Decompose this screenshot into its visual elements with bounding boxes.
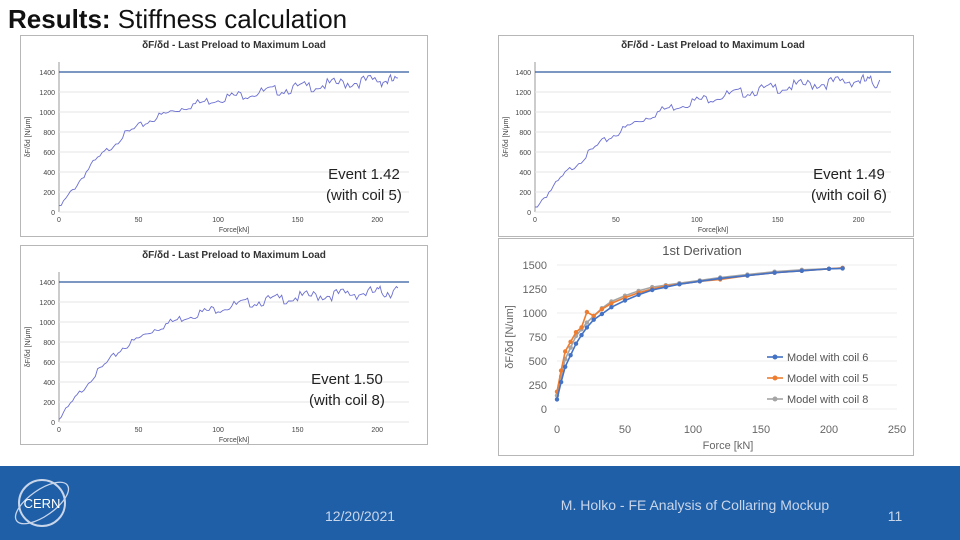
data-point	[563, 365, 567, 369]
data-point	[585, 325, 589, 329]
data-point	[609, 301, 613, 305]
x-tick-label: 0	[533, 217, 537, 224]
chart-title: δF/δd - Last Preload to Maximum Load	[142, 250, 326, 261]
data-point	[585, 320, 589, 324]
data-point	[574, 342, 578, 346]
y-tick-label: 750	[528, 332, 547, 344]
x-tick-label: 200	[371, 427, 384, 434]
x-tick-label: 200	[819, 424, 839, 436]
data-point	[636, 293, 640, 297]
legend-label: Model with coil 8	[787, 394, 869, 406]
y-tick-label: 0	[527, 210, 531, 217]
legend-swatch-marker	[773, 355, 778, 360]
y-tick-label: 1000	[515, 110, 531, 117]
chart-event-149	[499, 36, 915, 238]
y-axis-label: δF/δd [N/μm]	[25, 326, 32, 368]
y-tick-label: 500	[528, 356, 547, 368]
x-tick-label: 100	[683, 424, 703, 436]
y-tick-label: 1400	[515, 70, 531, 77]
x-tick-label: 0	[553, 424, 561, 436]
y-tick-label: 200	[519, 190, 531, 197]
data-point	[559, 380, 563, 384]
title-rest: Stiffness calculation	[110, 4, 348, 34]
x-tick-label: 50	[612, 217, 620, 224]
y-tick-label: 400	[519, 170, 531, 177]
y-tick-label: 1000	[39, 110, 55, 117]
data-point	[585, 310, 589, 314]
y-tick-label: 1200	[515, 90, 531, 97]
data-point	[609, 305, 613, 309]
y-tick-label: 200	[43, 400, 55, 407]
y-axis-label: δF/δd [N/μm]	[25, 116, 32, 158]
data-point	[568, 353, 572, 357]
x-tick-label: 0	[57, 427, 61, 434]
x-tick-label: 150	[771, 217, 784, 224]
x-tick-label: 100	[212, 427, 224, 434]
x-axis-label: Force [kN]	[702, 440, 754, 452]
chart-panel-event-142	[20, 35, 428, 237]
y-tick-label: 0	[540, 404, 547, 416]
footer-author: M. Holko - FE Analysis of Collaring Mockup	[560, 497, 830, 513]
data-point	[592, 314, 596, 318]
chart-event-150	[21, 246, 429, 446]
data-point	[579, 333, 583, 337]
y-tick-label: 200	[43, 190, 55, 197]
annotation-event-142: Event 1.42 (with coil 5)	[326, 166, 402, 204]
y-tick-label: 600	[43, 360, 55, 367]
data-point	[579, 325, 583, 329]
x-tick-label: 250	[887, 424, 907, 436]
y-tick-label: 800	[43, 340, 55, 347]
x-tick-label: 50	[134, 427, 143, 434]
slide-title	[8, 4, 347, 35]
y-tick-label: 0	[51, 210, 55, 217]
y-tick-label: 1250	[522, 284, 547, 296]
y-tick-label: 800	[519, 130, 531, 137]
y-axis-label: δF/δd [N/um]	[504, 305, 516, 369]
cern-logo	[8, 469, 78, 539]
data-point	[592, 318, 596, 322]
x-tick-label: 150	[291, 217, 304, 224]
legend-swatch-marker	[773, 397, 778, 402]
chart-title: 1st Derivation	[662, 243, 742, 258]
annotation-event-149: Event 1.49 (with coil 6)	[811, 166, 887, 204]
data-point	[718, 276, 722, 280]
x-axis-label: Force[kN]	[697, 227, 729, 234]
y-tick-label: 1400	[39, 70, 55, 77]
chart-title: δF/δd - Last Preload to Maximum Load	[142, 40, 326, 51]
chart-event-142	[21, 36, 429, 238]
data-point	[650, 288, 654, 292]
y-axis-label: δF/δd [N/μm]	[503, 116, 510, 158]
data-point	[664, 285, 668, 289]
x-tick-label: 200	[852, 217, 865, 224]
annotation-event-150: Event 1.50 (with coil 8)	[309, 371, 385, 409]
data-point	[574, 330, 578, 334]
y-tick-label: 250	[528, 380, 547, 392]
data-point	[600, 307, 604, 311]
y-tick-label: 600	[43, 150, 55, 157]
y-tick-label: 1400	[39, 280, 55, 287]
chart-first-derivation	[499, 239, 915, 457]
title-bold: Results:	[8, 4, 111, 34]
legend-label: Model with coil 6	[787, 352, 869, 364]
data-point	[568, 340, 572, 344]
data-point	[600, 312, 604, 316]
y-tick-label: 1200	[39, 300, 55, 307]
y-tick-label: 400	[43, 170, 55, 177]
y-tick-label: 1000	[522, 308, 547, 320]
x-axis-label: Force[kN]	[218, 437, 250, 444]
y-tick-label: 400	[43, 380, 55, 387]
data-point	[677, 282, 681, 286]
data-point	[698, 279, 702, 283]
data-point	[623, 298, 627, 302]
data-point	[840, 266, 844, 270]
y-tick-label: 1500	[522, 260, 547, 272]
data-point	[800, 269, 804, 273]
data-point	[559, 368, 563, 372]
y-tick-label: 1200	[39, 90, 55, 97]
legend-label: Model with coil 5	[787, 373, 869, 385]
y-tick-label: 600	[519, 150, 531, 157]
x-tick-label: 200	[371, 217, 384, 224]
x-tick-label: 0	[57, 217, 61, 224]
x-tick-label: 100	[212, 217, 224, 224]
footer-date: 12/20/2021	[324, 508, 396, 524]
footer-bar	[0, 466, 960, 540]
page-number: 11	[887, 508, 903, 524]
x-tick-label: 100	[690, 217, 703, 224]
y-tick-label: 0	[51, 420, 55, 427]
legend-swatch-marker	[773, 376, 778, 381]
chart-title: δF/δd - Last Preload to Maximum Load	[621, 40, 805, 51]
x-tick-label: 50	[618, 424, 632, 436]
x-axis-label: Force[kN]	[218, 227, 250, 234]
chart-panel-event-150	[20, 245, 428, 445]
data-point	[745, 273, 749, 277]
data-point	[563, 349, 567, 353]
cern-logo-text: CERN	[23, 496, 61, 511]
x-tick-label: 150	[751, 424, 771, 436]
y-tick-label: 800	[43, 130, 55, 137]
chart-panel-event-149	[498, 35, 914, 237]
data-point	[827, 267, 831, 271]
data-point	[772, 271, 776, 275]
x-tick-label: 50	[134, 217, 143, 224]
x-tick-label: 150	[291, 427, 304, 434]
y-tick-label: 1000	[39, 320, 55, 327]
data-point	[555, 397, 559, 401]
chart-panel-first-derivation	[498, 238, 914, 456]
